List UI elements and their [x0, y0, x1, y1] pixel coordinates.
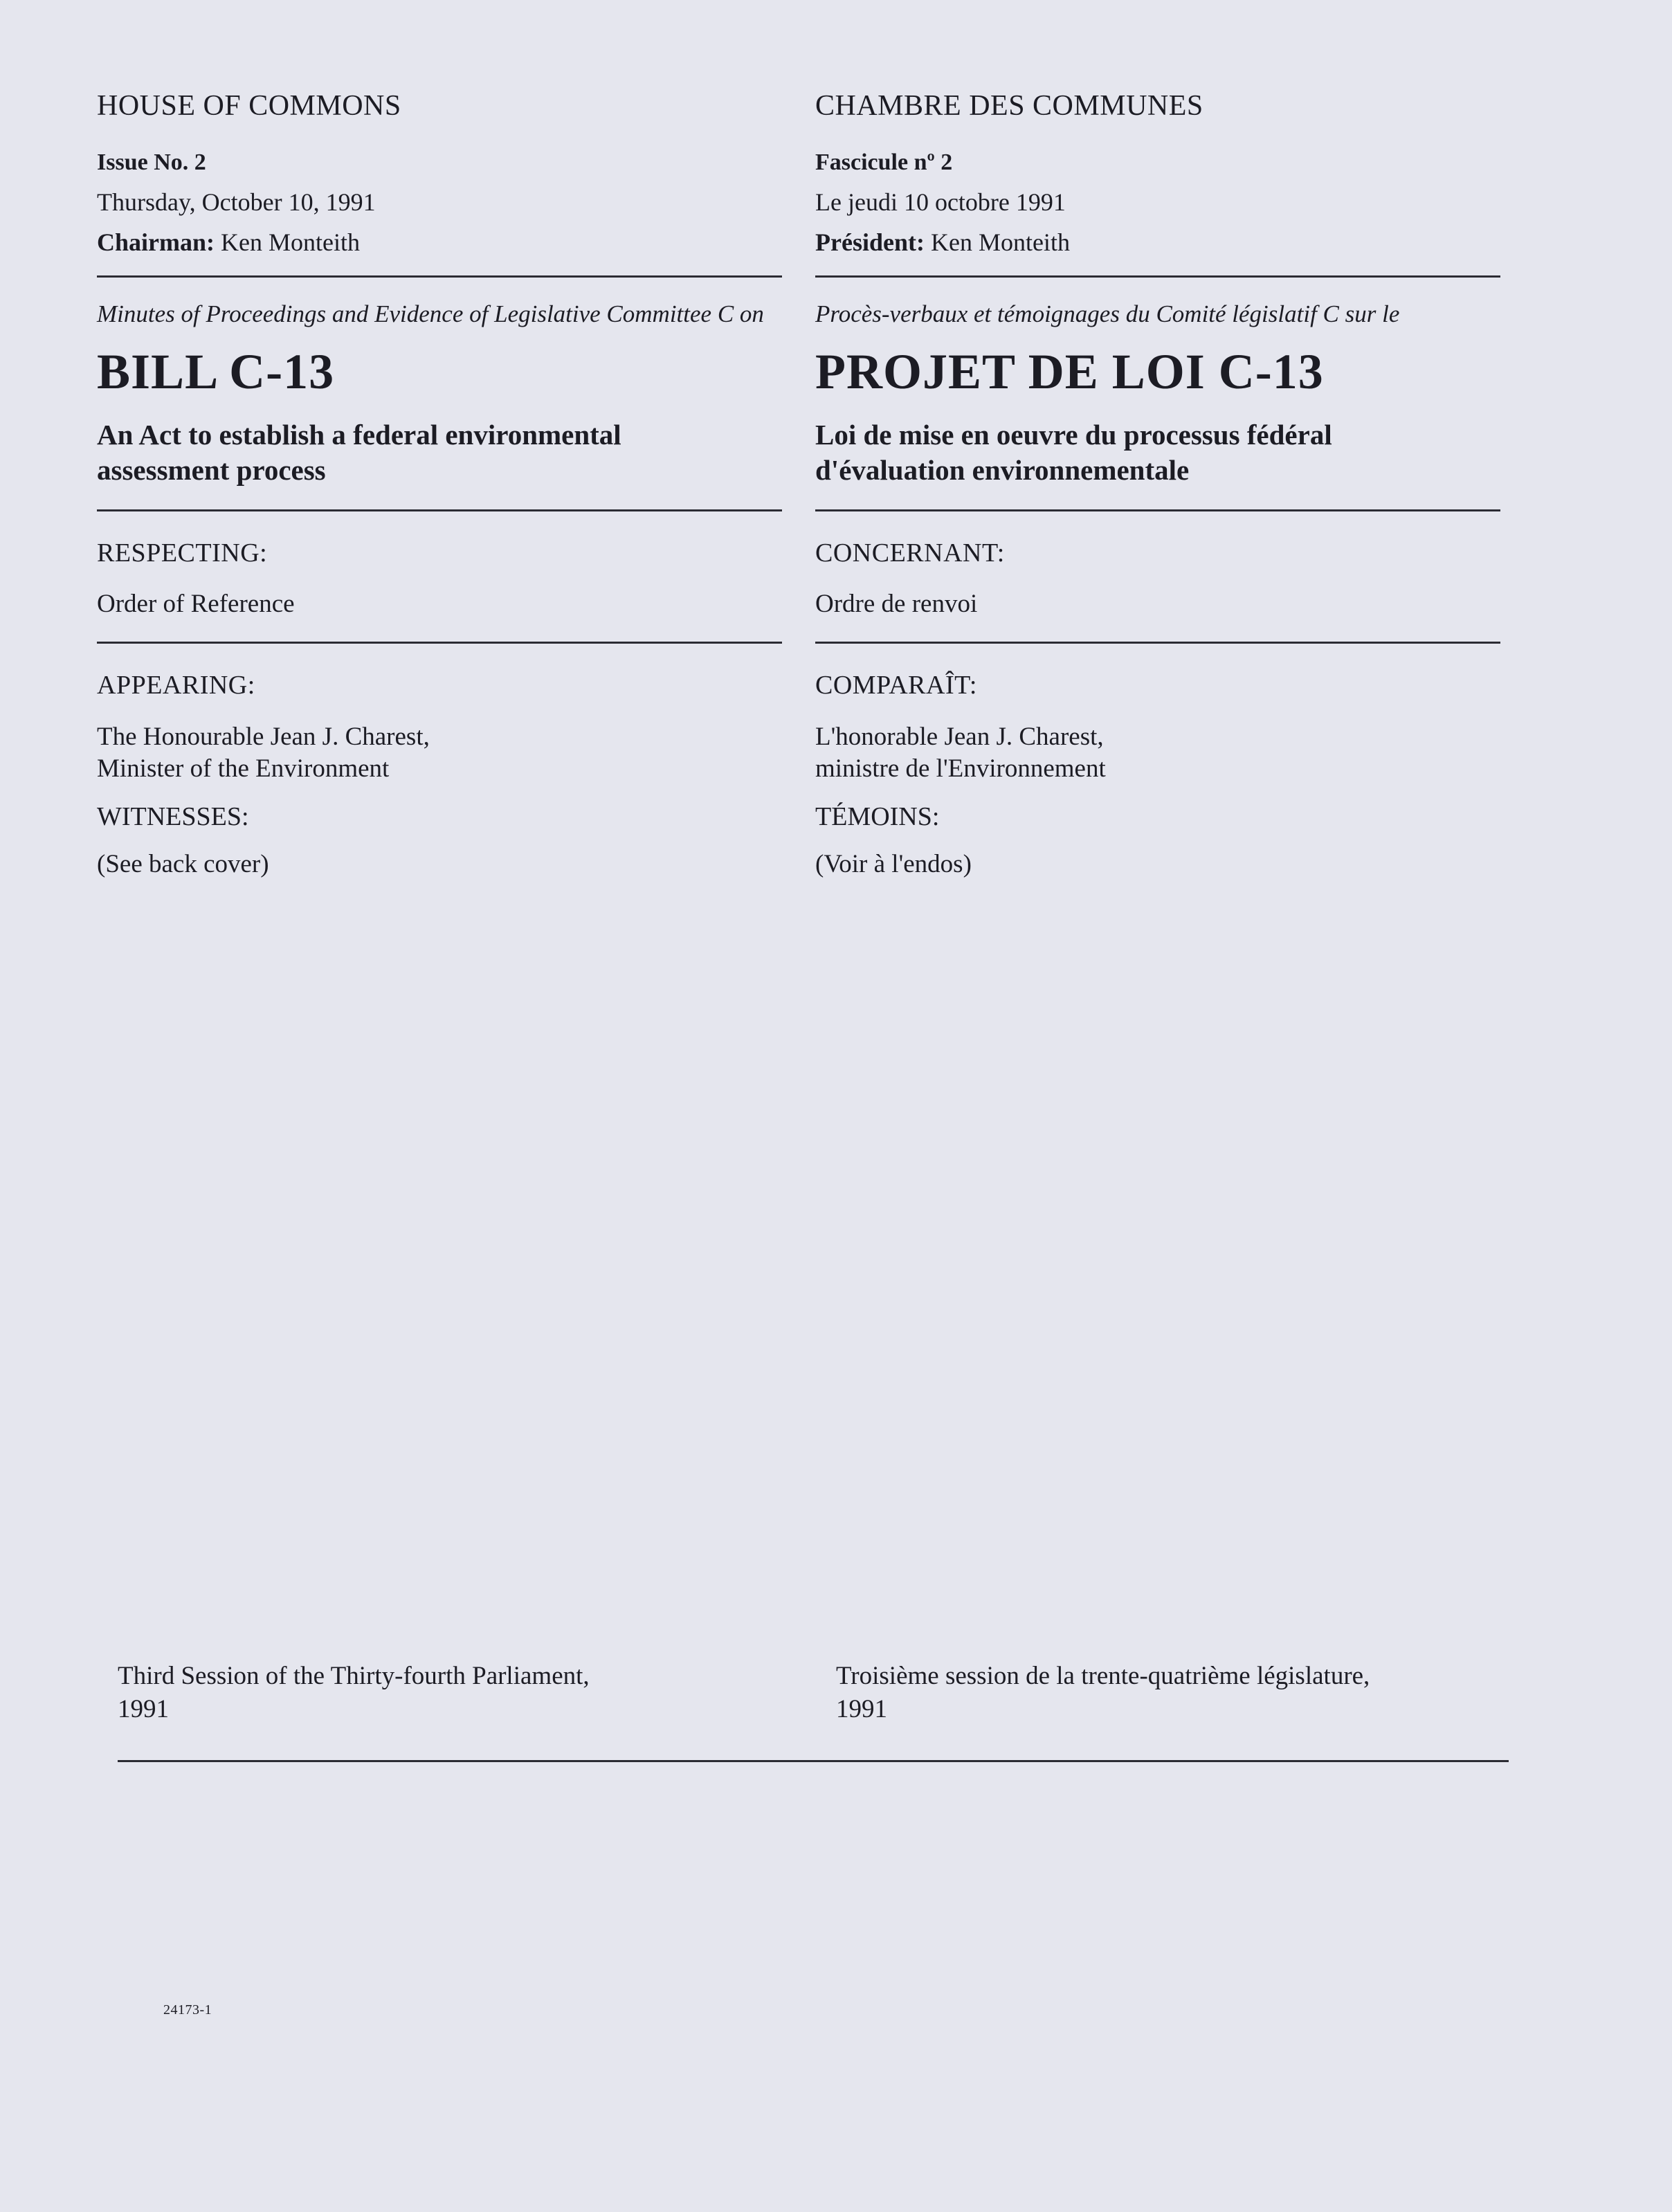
appearing-line: L'honorable Jean J. Charest, [815, 722, 1104, 751]
appearing-line: The Honourable Jean J. Charest, [97, 722, 430, 751]
chairman-line [815, 230, 1500, 255]
respecting-heading: RESPECTING: [97, 538, 268, 568]
divider [97, 642, 782, 644]
chairman-line [97, 230, 782, 255]
appearing-line: ministre de l'Environnement [815, 754, 1106, 783]
witnesses-body: (Voir à l'endos) [815, 849, 972, 878]
issue-date: Thursday, October 10, 1991 [97, 188, 376, 217]
witnesses-body: (See back cover) [97, 849, 269, 878]
divider [97, 509, 782, 511]
divider [815, 275, 1500, 278]
witnesses-heading: TÉMOINS: [815, 802, 940, 832]
act-title-line: An Act to establish a federal environmental [97, 419, 621, 451]
issue-label: Issue No. 2 [97, 149, 206, 176]
divider [97, 275, 782, 278]
divider [815, 642, 1500, 644]
act-title-line: d'évaluation environnementale [815, 454, 1190, 487]
bill-title: PROJET DE LOI C-13 [815, 344, 1324, 400]
session-english [118, 1660, 740, 1726]
session-line: Troisième session de la trente-quatrième législature, [836, 1662, 1370, 1690]
appearing-heading: COMPARAÎT: [815, 670, 977, 700]
session-year: 1991 [118, 1695, 169, 1724]
issue-number [815, 151, 1500, 174]
act-title [97, 417, 782, 489]
chairman-name: Ken Monteith [930, 228, 1070, 257]
respecting-body: Order of Reference [97, 590, 295, 619]
house-title: HOUSE OF COMMONS [97, 90, 401, 122]
french-column [815, 90, 1500, 880]
appearing-heading: APPEARING: [97, 670, 255, 700]
bill-title: BILL C-13 [97, 344, 335, 400]
appearing-body [97, 721, 782, 786]
respecting-heading: CONCERNANT: [815, 538, 1005, 568]
respecting-body: Ordre de renvoi [815, 590, 978, 619]
session-year: 1991 [836, 1695, 887, 1724]
print-code: 24173-1 [163, 2002, 212, 2018]
chairman-label: Président: [815, 228, 925, 257]
issue-date: Le jeudi 10 octobre 1991 [815, 188, 1066, 217]
act-title-line: Loi de mise en oeuvre du processus fédéral [815, 419, 1332, 451]
english-column [97, 90, 782, 880]
chairman-label: Chairman: [97, 228, 215, 257]
act-title [815, 417, 1500, 489]
act-title-line: assessment process [97, 454, 326, 487]
house-title: CHAMBRE DES COMMUNES [815, 90, 1203, 122]
bottom-divider [118, 1760, 1509, 1762]
appearing-body [815, 721, 1500, 786]
issue-number [97, 151, 782, 174]
session-line: Third Session of the Thirty-fourth Parliament, [118, 1662, 590, 1690]
session-french [836, 1660, 1500, 1726]
chairman-name: Ken Monteith [221, 228, 360, 257]
witnesses-heading: WITNESSES: [97, 802, 249, 832]
minutes-caption: Procès-verbaux et témoignages du Comité législatif C sur le [815, 300, 1400, 328]
minutes-caption: Minutes of Proceedings and Evidence of Legislative Committee C on [97, 300, 764, 328]
issue-label: Fascicule nº 2 [815, 149, 953, 176]
divider [815, 509, 1500, 511]
appearing-line: Minister of the Environment [97, 754, 390, 783]
